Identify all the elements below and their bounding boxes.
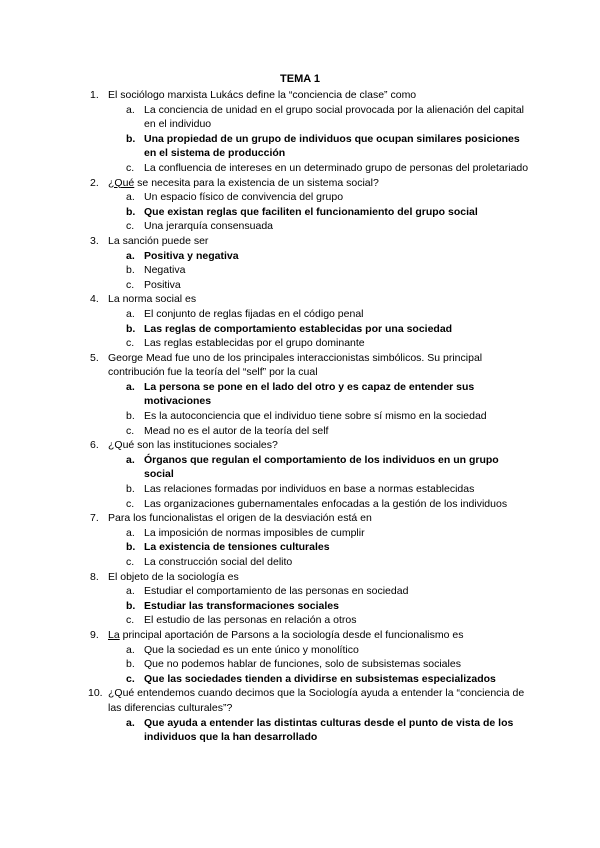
question-10 — [90, 686, 530, 744]
option-text: La conciencia de unidad en el grupo social provocada por la alienación del capital en el individuo — [144, 103, 525, 131]
question-text-body: Para los funcionalistas el origen de la desviación está en — [108, 512, 372, 525]
option-list — [108, 190, 530, 234]
question-text-underlined: ¿Qué — [108, 176, 135, 189]
question-text-body: La norma social es — [108, 293, 197, 306]
option-label: c. — [126, 614, 135, 627]
question-text-body: principal aportación de Parsons a la sociología desde el funcionalismo es — [119, 628, 464, 641]
option-item-correct — [108, 599, 530, 614]
question-text-body: ¿Qué son las instituciones sociales? — [108, 439, 278, 452]
question-text — [108, 351, 530, 380]
question-3 — [90, 234, 530, 292]
question-text — [108, 234, 530, 249]
option-list — [108, 526, 530, 570]
option-item — [108, 643, 530, 658]
option-text: Estudiar las transformaciones sociales — [144, 599, 339, 612]
option-text: La persona se pone en el lado del otro y es capaz de entender sus motivaciones — [144, 380, 475, 408]
option-item — [108, 497, 530, 512]
option-label: a. — [126, 103, 135, 116]
option-list — [108, 249, 530, 293]
question-text — [108, 438, 530, 453]
question-number: 7. — [90, 512, 99, 525]
option-item-correct — [108, 249, 530, 264]
option-label: a. — [126, 526, 135, 539]
option-label: b. — [126, 410, 135, 423]
option-label: c. — [126, 161, 135, 174]
option-label: a. — [126, 643, 135, 656]
question-text — [108, 88, 530, 103]
option-text: Las reglas de comportamiento establecidas por una sociedad — [144, 322, 453, 335]
option-text: Que no podemos hablar de funciones, solo de subsistemas sociales — [144, 658, 461, 671]
question-9 — [90, 628, 530, 686]
option-label: b. — [126, 132, 136, 145]
option-item — [108, 424, 530, 439]
question-number: 5. — [90, 351, 99, 364]
option-label: b. — [126, 322, 136, 335]
option-label: a. — [126, 380, 135, 393]
option-text: Es la autoconciencia que el individuo tiene sobre sí mismo en la sociedad — [144, 410, 487, 423]
option-text: Estudiar el comportamiento de las personas en sociedad — [144, 585, 409, 598]
option-text: Positiva — [144, 278, 181, 291]
option-text: Las relaciones formadas por individuos en base a normas establecidas — [144, 483, 475, 496]
question-number: 6. — [90, 439, 99, 452]
question-5 — [90, 351, 530, 439]
option-text: El estudio de las personas en relación a otros — [144, 614, 357, 627]
question-number: 2. — [90, 176, 99, 189]
option-item — [108, 482, 530, 497]
option-item — [108, 555, 530, 570]
option-text: Órganos que regulan el comportamiento de los individuos en un grupo social — [144, 453, 499, 481]
question-text-body: se necesita para la existencia de un sistema social? — [134, 176, 379, 189]
option-list — [108, 584, 530, 628]
option-item-correct — [108, 132, 530, 161]
option-item-correct — [108, 322, 530, 337]
option-text: La confluencia de intereses en un determinado grupo de personas del proletariado — [144, 161, 529, 174]
option-label: b. — [126, 205, 136, 218]
question-text-body: La sanción puede ser — [108, 234, 209, 247]
question-text-body: George Mead fue uno de los principales interaccionistas simbólicos. Su principal contribución fue la teoría del “self” por la cual — [108, 351, 483, 379]
question-7 — [90, 511, 530, 569]
question-number: 1. — [90, 89, 99, 101]
option-text: La construcción social del delito — [144, 556, 293, 568]
option-item-correct — [108, 380, 530, 409]
option-item-correct — [108, 205, 530, 220]
option-item — [108, 307, 530, 322]
option-item — [108, 219, 530, 234]
option-label: a. — [126, 716, 135, 729]
option-text: Negativa — [144, 264, 186, 277]
option-label: b. — [126, 658, 135, 671]
option-list — [108, 643, 530, 687]
option-text: La existencia de tensiones culturales — [144, 541, 330, 554]
option-text: Que la sociedad es un ente único y monolítico — [144, 643, 359, 656]
question-text — [108, 511, 530, 526]
option-item — [108, 278, 530, 293]
option-list — [108, 307, 530, 351]
question-text — [108, 686, 530, 715]
question-number: 10. — [88, 687, 103, 700]
question-text-underlined: La — [108, 628, 120, 641]
question-text-body: ¿Qué entendemos cuando decimos que la Sociología ayuda a entender la “conciencia de las diferencias culturales”? — [108, 687, 525, 714]
option-item-correct — [108, 453, 530, 482]
option-label: b. — [126, 483, 135, 496]
option-label: a. — [126, 307, 135, 320]
option-item — [108, 161, 530, 176]
option-item — [108, 584, 530, 599]
option-text: La imposición de normas imposibles de cumplir — [144, 526, 365, 539]
question-number: 3. — [90, 234, 99, 247]
option-label: c. — [126, 337, 135, 350]
option-label: c. — [126, 220, 135, 233]
question-number: 8. — [90, 570, 99, 583]
question-number: 9. — [90, 628, 99, 641]
option-list — [108, 380, 530, 438]
option-label: a. — [126, 453, 135, 466]
question-text — [108, 292, 530, 307]
document-title: TEMA 1 — [280, 73, 320, 85]
option-text: Que las sociedades tienden a dividirse en subsistemas especializados — [144, 672, 496, 685]
question-text-body: El objeto de la sociología es — [108, 570, 239, 583]
question-2 — [90, 176, 530, 234]
option-text: El conjunto de reglas fijadas en el código penal — [144, 307, 364, 320]
option-list — [108, 453, 530, 511]
option-text: Una propiedad de un grupo de individuos que ocupan similares posiciones en el sistema de producción — [144, 132, 520, 160]
option-item — [108, 103, 530, 132]
option-label: c. — [126, 672, 135, 685]
question-4 — [90, 292, 530, 350]
question-number: 4. — [90, 293, 99, 306]
option-item — [108, 409, 530, 424]
option-label: c. — [126, 497, 135, 510]
option-label: c. — [126, 424, 135, 437]
option-item-correct — [108, 672, 530, 687]
option-item — [108, 526, 530, 541]
option-label: c. — [126, 278, 135, 291]
option-item — [108, 657, 530, 672]
option-text: Que existan reglas que faciliten el funcionamiento del grupo social — [144, 205, 478, 218]
option-text: Que ayuda a entender las distintas culturas desde el punto de vista de los individuos que la han desarrollado — [144, 716, 514, 744]
option-item — [108, 190, 530, 205]
question-list — [90, 88, 530, 745]
option-label: b. — [126, 599, 136, 612]
option-label: a. — [126, 249, 135, 262]
option-item-correct — [108, 716, 530, 745]
option-item — [108, 613, 530, 628]
option-label: c. — [126, 556, 135, 568]
question-text — [108, 176, 530, 191]
option-text: Las organizaciones gubernamentales enfocadas a la gestión de los individuos — [144, 497, 508, 510]
question-text — [108, 628, 530, 643]
option-item-correct — [108, 540, 530, 555]
option-list — [108, 716, 530, 745]
option-text: Positiva y negativa — [144, 249, 239, 262]
question-text — [108, 570, 530, 585]
option-label: a. — [126, 191, 135, 204]
option-text: Un espacio físico de convivencia del grupo — [144, 191, 344, 204]
option-label: b. — [126, 541, 136, 554]
option-item — [108, 336, 530, 351]
option-text: Las reglas establecidas por el grupo dominante — [144, 337, 365, 350]
option-label: b. — [126, 264, 135, 277]
question-text-body: El sociólogo marxista Lukács define la “conciencia de clase” como — [108, 89, 417, 101]
option-label: a. — [126, 585, 135, 598]
question-8 — [90, 570, 530, 628]
option-text: Mead no es el autor de la teoría del self — [144, 424, 329, 437]
option-item — [108, 263, 530, 278]
option-text: Una jerarquía consensuada — [144, 220, 274, 233]
question-6 — [90, 438, 530, 511]
option-list — [108, 103, 530, 176]
question-1 — [90, 88, 530, 176]
